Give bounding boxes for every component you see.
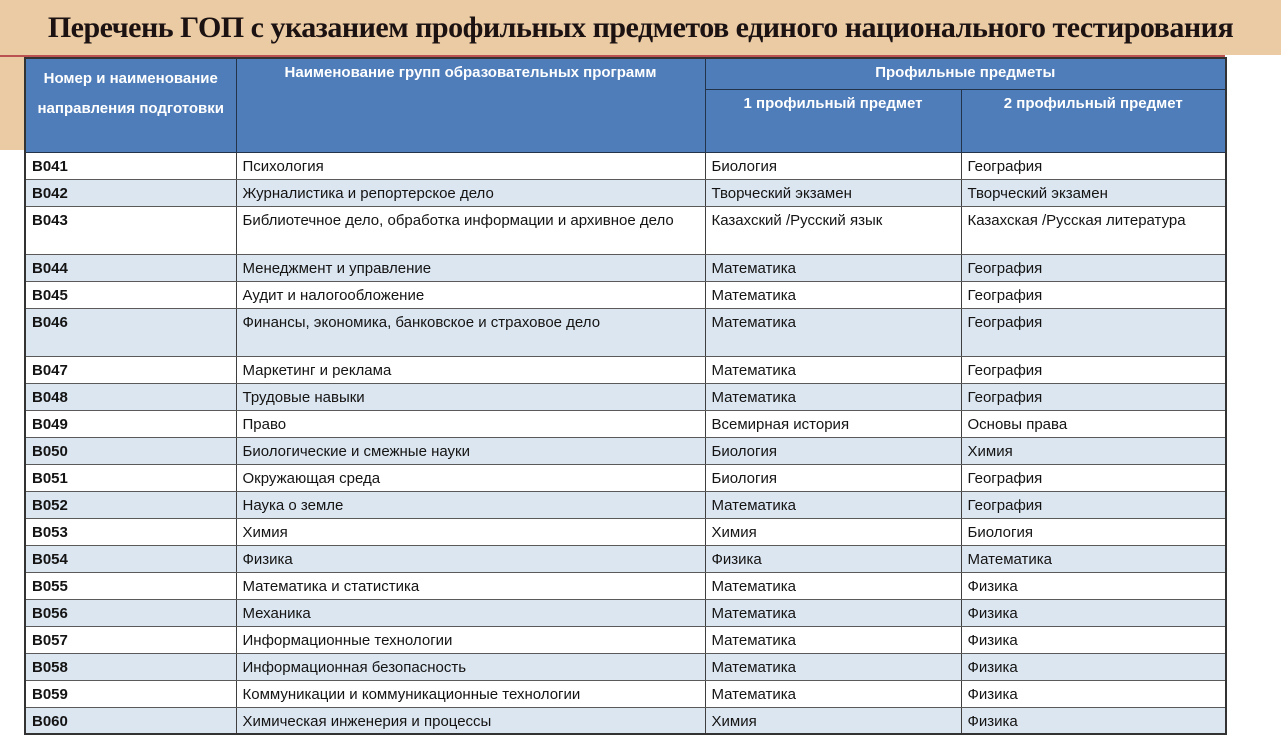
cell-subject-1: Математика	[705, 599, 961, 626]
cell-subject-2: География	[961, 383, 1226, 410]
cell-code: B053	[25, 518, 236, 545]
gop-subjects-table	[24, 57, 1227, 735]
cell-program-group: Трудовые навыки	[236, 383, 705, 410]
table-row	[25, 152, 1226, 179]
cell-program-group: Финансы, экономика, банковское и страховое дело	[236, 308, 705, 356]
cell-subject-2: География	[961, 254, 1226, 281]
cell-code: B041	[25, 152, 236, 179]
table-row	[25, 707, 1226, 734]
cell-code: B049	[25, 410, 236, 437]
cell-program-group: Окружающая среда	[236, 464, 705, 491]
cell-subject-1: Творческий экзамен	[705, 179, 961, 206]
cell-subject-1: Математика	[705, 491, 961, 518]
cell-code: B044	[25, 254, 236, 281]
cell-subject-2: География	[961, 356, 1226, 383]
cell-subject-1: Химия	[705, 707, 961, 734]
cell-subject-2: Физика	[961, 653, 1226, 680]
cell-program-group: Менеджмент и управление	[236, 254, 705, 281]
header-profile-subjects: Профильные предметы	[705, 58, 1226, 89]
cell-code: B048	[25, 383, 236, 410]
cell-program-group: Информационные технологии	[236, 626, 705, 653]
table-row	[25, 437, 1226, 464]
cell-code: B052	[25, 491, 236, 518]
table-row	[25, 653, 1226, 680]
cell-subject-2: География	[961, 152, 1226, 179]
cell-program-group: Право	[236, 410, 705, 437]
cell-program-group: Наука о земле	[236, 491, 705, 518]
cell-code: B043	[25, 206, 236, 254]
header-subject-2: 2 профильный предмет	[961, 89, 1226, 152]
cell-subject-2: Физика	[961, 599, 1226, 626]
cell-program-group: Маркетинг и реклама	[236, 356, 705, 383]
cell-program-group: Библиотечное дело, обработка информации и архивное дело	[236, 206, 705, 254]
cell-subject-1: Всемирная история	[705, 410, 961, 437]
table-row	[25, 464, 1226, 491]
cell-program-group: Психология	[236, 152, 705, 179]
cell-subject-1: Биология	[705, 437, 961, 464]
cell-code: B057	[25, 626, 236, 653]
cell-subject-1: Математика	[705, 572, 961, 599]
table-row	[25, 545, 1226, 572]
cell-program-group: Журналистика и репортерское дело	[236, 179, 705, 206]
table-row	[25, 254, 1226, 281]
cell-program-group: Информационная безопасность	[236, 653, 705, 680]
cell-subject-2: География	[961, 281, 1226, 308]
cell-program-group: Химическая инженерия и процессы	[236, 707, 705, 734]
cell-subject-1: Математика	[705, 680, 961, 707]
table-row	[25, 179, 1226, 206]
cell-subject-1: Химия	[705, 518, 961, 545]
cell-subject-1: Математика	[705, 308, 961, 356]
cell-code: B055	[25, 572, 236, 599]
page-title: Перечень ГОП с указанием профильных предметов единого национального тестирования	[47, 11, 1234, 44]
cell-code: B054	[25, 545, 236, 572]
header-subject-1: 1 профильный предмет	[705, 89, 961, 152]
table-header	[25, 58, 1226, 152]
cell-program-group: Механика	[236, 599, 705, 626]
cell-program-group: Физика	[236, 545, 705, 572]
cell-code: B058	[25, 653, 236, 680]
table-row	[25, 356, 1226, 383]
cell-subject-2: География	[961, 464, 1226, 491]
table-row	[25, 206, 1226, 254]
cell-program-group: Биологические и смежные науки	[236, 437, 705, 464]
header-direction-number: Номер и наименование направления подготовки	[25, 58, 236, 152]
cell-code: B042	[25, 179, 236, 206]
cell-subject-2: География	[961, 491, 1226, 518]
cell-subject-2: Математика	[961, 545, 1226, 572]
cell-subject-1: Математика	[705, 356, 961, 383]
cell-subject-2: Казахская /Русская литература	[961, 206, 1226, 254]
cell-code: B047	[25, 356, 236, 383]
cell-subject-1: Биология	[705, 464, 961, 491]
header-program-groups: Наименование групп образовательных программ	[236, 58, 705, 152]
table-row	[25, 599, 1226, 626]
cell-subject-1: Физика	[705, 545, 961, 572]
table-row	[25, 410, 1226, 437]
cell-subject-1: Казахский /Русский язык	[705, 206, 961, 254]
table-row	[25, 518, 1226, 545]
cell-program-group: Химия	[236, 518, 705, 545]
table-row	[25, 383, 1226, 410]
header-row-top	[25, 58, 1226, 89]
cell-code: B060	[25, 707, 236, 734]
table-body	[25, 152, 1226, 734]
cell-subject-2: География	[961, 308, 1226, 356]
cell-code: B046	[25, 308, 236, 356]
cell-subject-1: Математика	[705, 626, 961, 653]
cell-subject-1: Математика	[705, 281, 961, 308]
table-row	[25, 308, 1226, 356]
cell-subject-1: Биология	[705, 152, 961, 179]
table-row	[25, 572, 1226, 599]
cell-subject-1: Математика	[705, 254, 961, 281]
cell-code: B050	[25, 437, 236, 464]
cell-subject-2: Физика	[961, 680, 1226, 707]
cell-subject-2: Основы права	[961, 410, 1226, 437]
table-row	[25, 281, 1226, 308]
table-row	[25, 626, 1226, 653]
cell-subject-2: Химия	[961, 437, 1226, 464]
cell-subject-2: Физика	[961, 707, 1226, 734]
cell-subject-1: Математика	[705, 383, 961, 410]
cell-code: B059	[25, 680, 236, 707]
cell-subject-2: Творческий экзамен	[961, 179, 1226, 206]
cell-code: B045	[25, 281, 236, 308]
table-row	[25, 680, 1226, 707]
cell-code: B056	[25, 599, 236, 626]
content-backdrop-right	[1225, 55, 1281, 150]
cell-subject-2: Биология	[961, 518, 1226, 545]
cell-program-group: Математика и статистика	[236, 572, 705, 599]
cell-program-group: Коммуникации и коммуникационные технологии	[236, 680, 705, 707]
cell-subject-1: Математика	[705, 653, 961, 680]
cell-subject-2: Физика	[961, 626, 1226, 653]
cell-subject-2: Физика	[961, 572, 1226, 599]
cell-program-group: Аудит и налогообложение	[236, 281, 705, 308]
table-row	[25, 491, 1226, 518]
cell-code: B051	[25, 464, 236, 491]
